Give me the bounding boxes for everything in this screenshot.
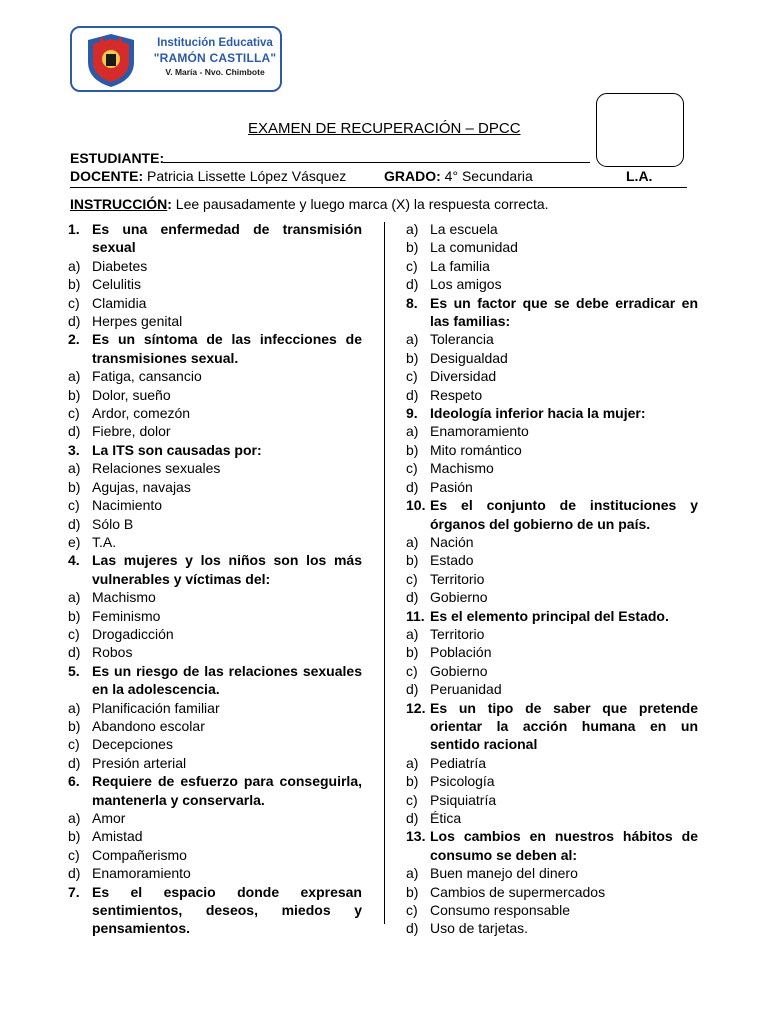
option-text: Los amigos <box>430 276 502 293</box>
answer-option[interactable] <box>68 312 362 330</box>
option-text: Diversidad <box>430 368 497 385</box>
answer-option[interactable] <box>406 238 698 256</box>
question <box>68 220 362 257</box>
photo-box <box>596 93 684 167</box>
option-letter: c) <box>68 294 80 311</box>
answer-option[interactable] <box>68 294 362 312</box>
option-text: Enamoramiento <box>430 423 529 440</box>
option-letter: b) <box>68 478 81 495</box>
option-letter: d) <box>68 515 81 532</box>
option-letter: c) <box>406 368 418 385</box>
question-number: 2. <box>68 331 80 348</box>
option-text: Amistad <box>92 828 143 845</box>
option-text: Decepciones <box>92 736 173 753</box>
answer-option[interactable] <box>406 551 698 569</box>
option-letter: d) <box>68 865 81 882</box>
option-letter: d) <box>68 423 81 440</box>
answer-option[interactable] <box>406 570 698 588</box>
answer-option[interactable] <box>406 220 698 238</box>
option-letter: a) <box>406 754 419 771</box>
option-letter: c) <box>68 736 80 753</box>
option-text: Peruanidad <box>430 681 502 698</box>
option-letter: b) <box>406 349 419 366</box>
option-letter: b) <box>406 883 419 900</box>
option-text: Machismo <box>92 589 156 606</box>
option-letter: b) <box>68 276 81 293</box>
answer-option[interactable] <box>68 717 362 735</box>
option-letter: d) <box>68 644 81 661</box>
option-text: La comunidad <box>430 239 518 256</box>
option-text: Enamoramiento <box>92 865 191 882</box>
option-letter: b) <box>406 239 419 256</box>
answer-option[interactable] <box>68 864 362 882</box>
option-letter: c) <box>68 497 80 514</box>
answer-option[interactable] <box>68 588 362 606</box>
option-letter: b) <box>406 644 419 661</box>
student-label: ESTUDIANTE: <box>70 150 165 166</box>
option-letter: b) <box>406 441 419 458</box>
school-location: V. María - Nvo. Chimbote <box>165 67 265 77</box>
option-letter: b) <box>68 607 81 624</box>
option-letter: a) <box>406 423 419 440</box>
option-text: Relaciones sexuales <box>92 460 221 477</box>
question-number: 3. <box>68 441 80 458</box>
option-text: Sólo B <box>92 515 134 532</box>
option-text: Compañerismo <box>92 846 187 863</box>
answer-option[interactable] <box>406 588 698 606</box>
school-logo <box>70 26 282 92</box>
question-text: Es un tipo de saber que pretende orientar la acción humana en un sentido racional <box>430 699 698 753</box>
question-number: 9. <box>406 405 418 422</box>
option-text: Machismo <box>430 460 494 477</box>
teacher-name: Patricia Lissette López Vásquez <box>147 168 347 184</box>
option-text: Drogadicción <box>92 625 174 642</box>
option-text: Ardor, comezón <box>92 405 191 422</box>
answer-option[interactable] <box>68 459 362 477</box>
answer-option[interactable] <box>406 791 698 809</box>
question <box>406 404 698 422</box>
question <box>68 883 362 938</box>
answer-option[interactable] <box>68 643 362 661</box>
option-letter: d) <box>406 920 419 937</box>
question-number: 13. <box>406 828 426 845</box>
option-text: Presión arterial <box>92 754 187 771</box>
exam-title: EXAMEN DE RECUPERACIÓN – DPCC <box>248 120 521 137</box>
option-letter: c) <box>406 662 418 679</box>
option-letter: b) <box>406 773 419 790</box>
school-crest-icon <box>84 32 138 88</box>
question <box>68 551 362 588</box>
question-text: Es el elemento principal del Estado. <box>430 607 669 624</box>
answer-option[interactable] <box>68 625 362 643</box>
question <box>406 496 698 533</box>
answer-option[interactable] <box>68 846 362 864</box>
option-letter: c) <box>68 405 80 422</box>
answer-option[interactable] <box>68 275 362 293</box>
answer-option[interactable] <box>406 441 698 459</box>
school-name: "RAMÓN CASTILLA" <box>153 51 277 65</box>
question-number: 8. <box>406 294 418 311</box>
option-text: Respeto <box>430 386 483 403</box>
option-letter: d) <box>406 810 419 826</box>
option-letter: d) <box>68 313 81 330</box>
option-letter: c) <box>406 460 418 477</box>
option-letter: c) <box>68 625 80 642</box>
question-text: Es un síntoma de las infecciones de transmisiones sexual. <box>92 331 362 366</box>
question-text: Es el espacio donde expresan sentimientos, deseos, miedos y pensamientos. <box>92 883 362 937</box>
option-text: Herpes genital <box>92 313 183 330</box>
option-letter: b) <box>68 386 81 403</box>
answer-option[interactable] <box>68 533 362 551</box>
question-text: La ITS son causadas por: <box>92 441 262 458</box>
answer-option[interactable] <box>406 864 698 882</box>
question-text: Requiere de esfuerzo para conseguirla, mantenerla y conservarla. <box>92 773 362 808</box>
answer-option[interactable] <box>406 772 698 790</box>
option-text: Clamidia <box>92 294 147 311</box>
option-letter: c) <box>406 570 418 587</box>
instruction-row: INSTRUCCIÓN: Lee pausadamente y luego marca (X) la respuesta correcta. <box>70 196 549 212</box>
question-number: 1. <box>68 221 80 237</box>
la-label: L.A. <box>626 168 653 184</box>
option-text: Territorio <box>430 570 485 587</box>
answer-option[interactable] <box>68 404 362 422</box>
option-text: Uso de tarjetas. <box>430 920 529 937</box>
question <box>68 772 362 809</box>
option-text: La familia <box>430 257 490 274</box>
question-text: Las mujeres y los niños son los más vulnerables y víctimas del: <box>92 552 362 587</box>
grade-row <box>384 168 533 184</box>
option-letter: b) <box>406 552 419 569</box>
answer-option[interactable] <box>406 275 698 293</box>
option-text: Estado <box>430 552 474 569</box>
option-text: Nación <box>430 533 474 550</box>
answer-option[interactable] <box>68 827 362 845</box>
answer-option[interactable] <box>406 478 698 496</box>
option-text: Cambios de supermercados <box>430 883 606 900</box>
instruction-label: INSTRUCCIÓN <box>70 196 168 212</box>
answer-option[interactable] <box>406 883 698 901</box>
option-letter: a) <box>68 589 81 606</box>
option-letter: a) <box>406 533 419 550</box>
question <box>68 662 362 699</box>
question-number: 12. <box>406 699 426 716</box>
option-text: Consumo responsable <box>430 902 571 919</box>
instruction-text: Lee pausadamente y luego marca (X) la respuesta correcta. <box>175 196 549 212</box>
answer-option[interactable] <box>406 459 698 477</box>
option-text: Fiebre, dolor <box>92 423 171 440</box>
option-text: Gobierno <box>430 589 488 606</box>
answer-option[interactable] <box>406 754 698 772</box>
answer-option[interactable] <box>406 367 698 385</box>
option-letter: e) <box>68 533 81 550</box>
option-letter: c) <box>68 846 80 863</box>
option-text: Territorio <box>430 625 485 642</box>
answer-option[interactable] <box>406 330 698 348</box>
option-letter: d) <box>68 754 81 771</box>
answer-option[interactable] <box>406 257 698 275</box>
answer-option[interactable] <box>68 367 362 385</box>
answer-option[interactable] <box>406 625 698 643</box>
option-text: Tolerancia <box>430 331 494 348</box>
question-text: Es el conjunto de instituciones y órganos del gobierno de un país. <box>430 497 698 532</box>
question <box>68 330 362 367</box>
option-text: Población <box>430 644 492 661</box>
question-text: Es un factor que se debe erradicar en las familias: <box>430 294 698 330</box>
answer-option[interactable] <box>68 478 362 496</box>
question-text: Es una enfermedad de transmisión sexual <box>92 221 362 256</box>
question-text: Los cambios en nuestros hábitos de consumo se deben al: <box>430 828 698 863</box>
answer-option[interactable] <box>68 422 362 440</box>
option-text: Diabetes <box>92 257 148 274</box>
answer-option[interactable] <box>68 699 362 717</box>
answer-option[interactable] <box>406 919 698 937</box>
answer-option[interactable] <box>68 496 362 514</box>
option-text: Fatiga, cansancio <box>92 368 202 385</box>
option-text: Nacimiento <box>92 497 163 514</box>
option-letter: a) <box>406 331 419 348</box>
option-text: Robos <box>92 644 133 661</box>
teacher-label: DOCENTE: <box>70 168 144 184</box>
option-text: Pediatría <box>430 754 487 771</box>
answer-option[interactable] <box>406 643 698 661</box>
option-text: Ética <box>430 810 462 826</box>
option-text: La escuela <box>430 221 498 237</box>
option-letter: a) <box>68 810 81 826</box>
question-number: 7. <box>68 883 80 900</box>
answer-option[interactable] <box>68 754 362 772</box>
option-text: Psiquiatría <box>430 791 497 808</box>
questions-right-column <box>406 220 698 938</box>
question-number: 4. <box>68 552 80 569</box>
option-text: Desigualdad <box>430 349 508 366</box>
option-letter: b) <box>68 828 81 845</box>
question <box>406 607 698 625</box>
answer-option[interactable] <box>406 533 698 551</box>
option-text: Dolor, sueño <box>92 386 171 403</box>
question-number: 6. <box>68 773 80 790</box>
student-name-field[interactable] <box>163 162 590 163</box>
questions-left-column <box>68 220 362 938</box>
option-letter: d) <box>406 589 419 606</box>
answer-option[interactable] <box>68 386 362 404</box>
option-text: Planificación familiar <box>92 699 220 716</box>
answer-option[interactable] <box>68 735 362 753</box>
option-text: Gobierno <box>430 662 488 679</box>
option-letter: a) <box>406 625 419 642</box>
answer-option[interactable] <box>406 349 698 367</box>
option-letter: d) <box>406 276 419 293</box>
question-number: 11. <box>406 607 425 624</box>
answer-option[interactable] <box>406 662 698 680</box>
option-letter: a) <box>406 221 419 237</box>
option-text: Abandono escolar <box>92 717 205 734</box>
option-text: Psicología <box>430 773 495 790</box>
option-letter: a) <box>68 699 81 716</box>
grade-value: 4° Secundaria <box>444 168 533 184</box>
question-text: Es un riesgo de las relaciones sexuales en la adolescencia. <box>92 662 362 698</box>
answer-option[interactable] <box>406 809 698 827</box>
question <box>68 441 362 459</box>
answer-option[interactable] <box>68 809 362 827</box>
answer-option[interactable] <box>68 257 362 275</box>
question <box>406 699 698 754</box>
school-name-block <box>150 36 280 79</box>
answer-option[interactable] <box>406 680 698 698</box>
option-letter: c) <box>406 902 418 919</box>
option-text: Celulitis <box>92 276 142 293</box>
column-divider <box>384 222 385 924</box>
option-letter: a) <box>68 460 81 477</box>
grade-label: GRADO: <box>384 168 441 184</box>
answer-option[interactable] <box>68 607 362 625</box>
question <box>406 294 698 331</box>
option-letter: b) <box>68 717 81 734</box>
question-number: 5. <box>68 662 80 679</box>
option-text: Buen manejo del dinero <box>430 865 578 882</box>
option-letter: a) <box>68 257 81 274</box>
question-text: Ideología inferior hacia la mujer: <box>430 405 646 422</box>
option-letter: c) <box>406 257 418 274</box>
header-divider <box>70 187 687 188</box>
option-text: Feminismo <box>92 607 161 624</box>
option-text: T.A. <box>92 533 117 550</box>
option-letter: d) <box>406 386 419 403</box>
option-text: Pasión <box>430 478 473 495</box>
option-letter: c) <box>406 791 418 808</box>
answer-option[interactable] <box>406 386 698 404</box>
teacher-row <box>70 168 346 184</box>
question-number: 10. <box>406 497 426 514</box>
answer-option[interactable] <box>406 422 698 440</box>
option-text: Amor <box>92 810 126 826</box>
option-letter: a) <box>68 368 81 385</box>
option-letter: a) <box>406 865 419 882</box>
option-letter: d) <box>406 478 419 495</box>
question <box>406 827 698 864</box>
option-letter: d) <box>406 681 419 698</box>
answer-option[interactable] <box>68 515 362 533</box>
answer-option[interactable] <box>406 901 698 919</box>
option-text: Agujas, navajas <box>92 478 191 495</box>
school-type: Institución Educativa <box>157 37 273 49</box>
option-text: Mito romántico <box>430 441 522 458</box>
